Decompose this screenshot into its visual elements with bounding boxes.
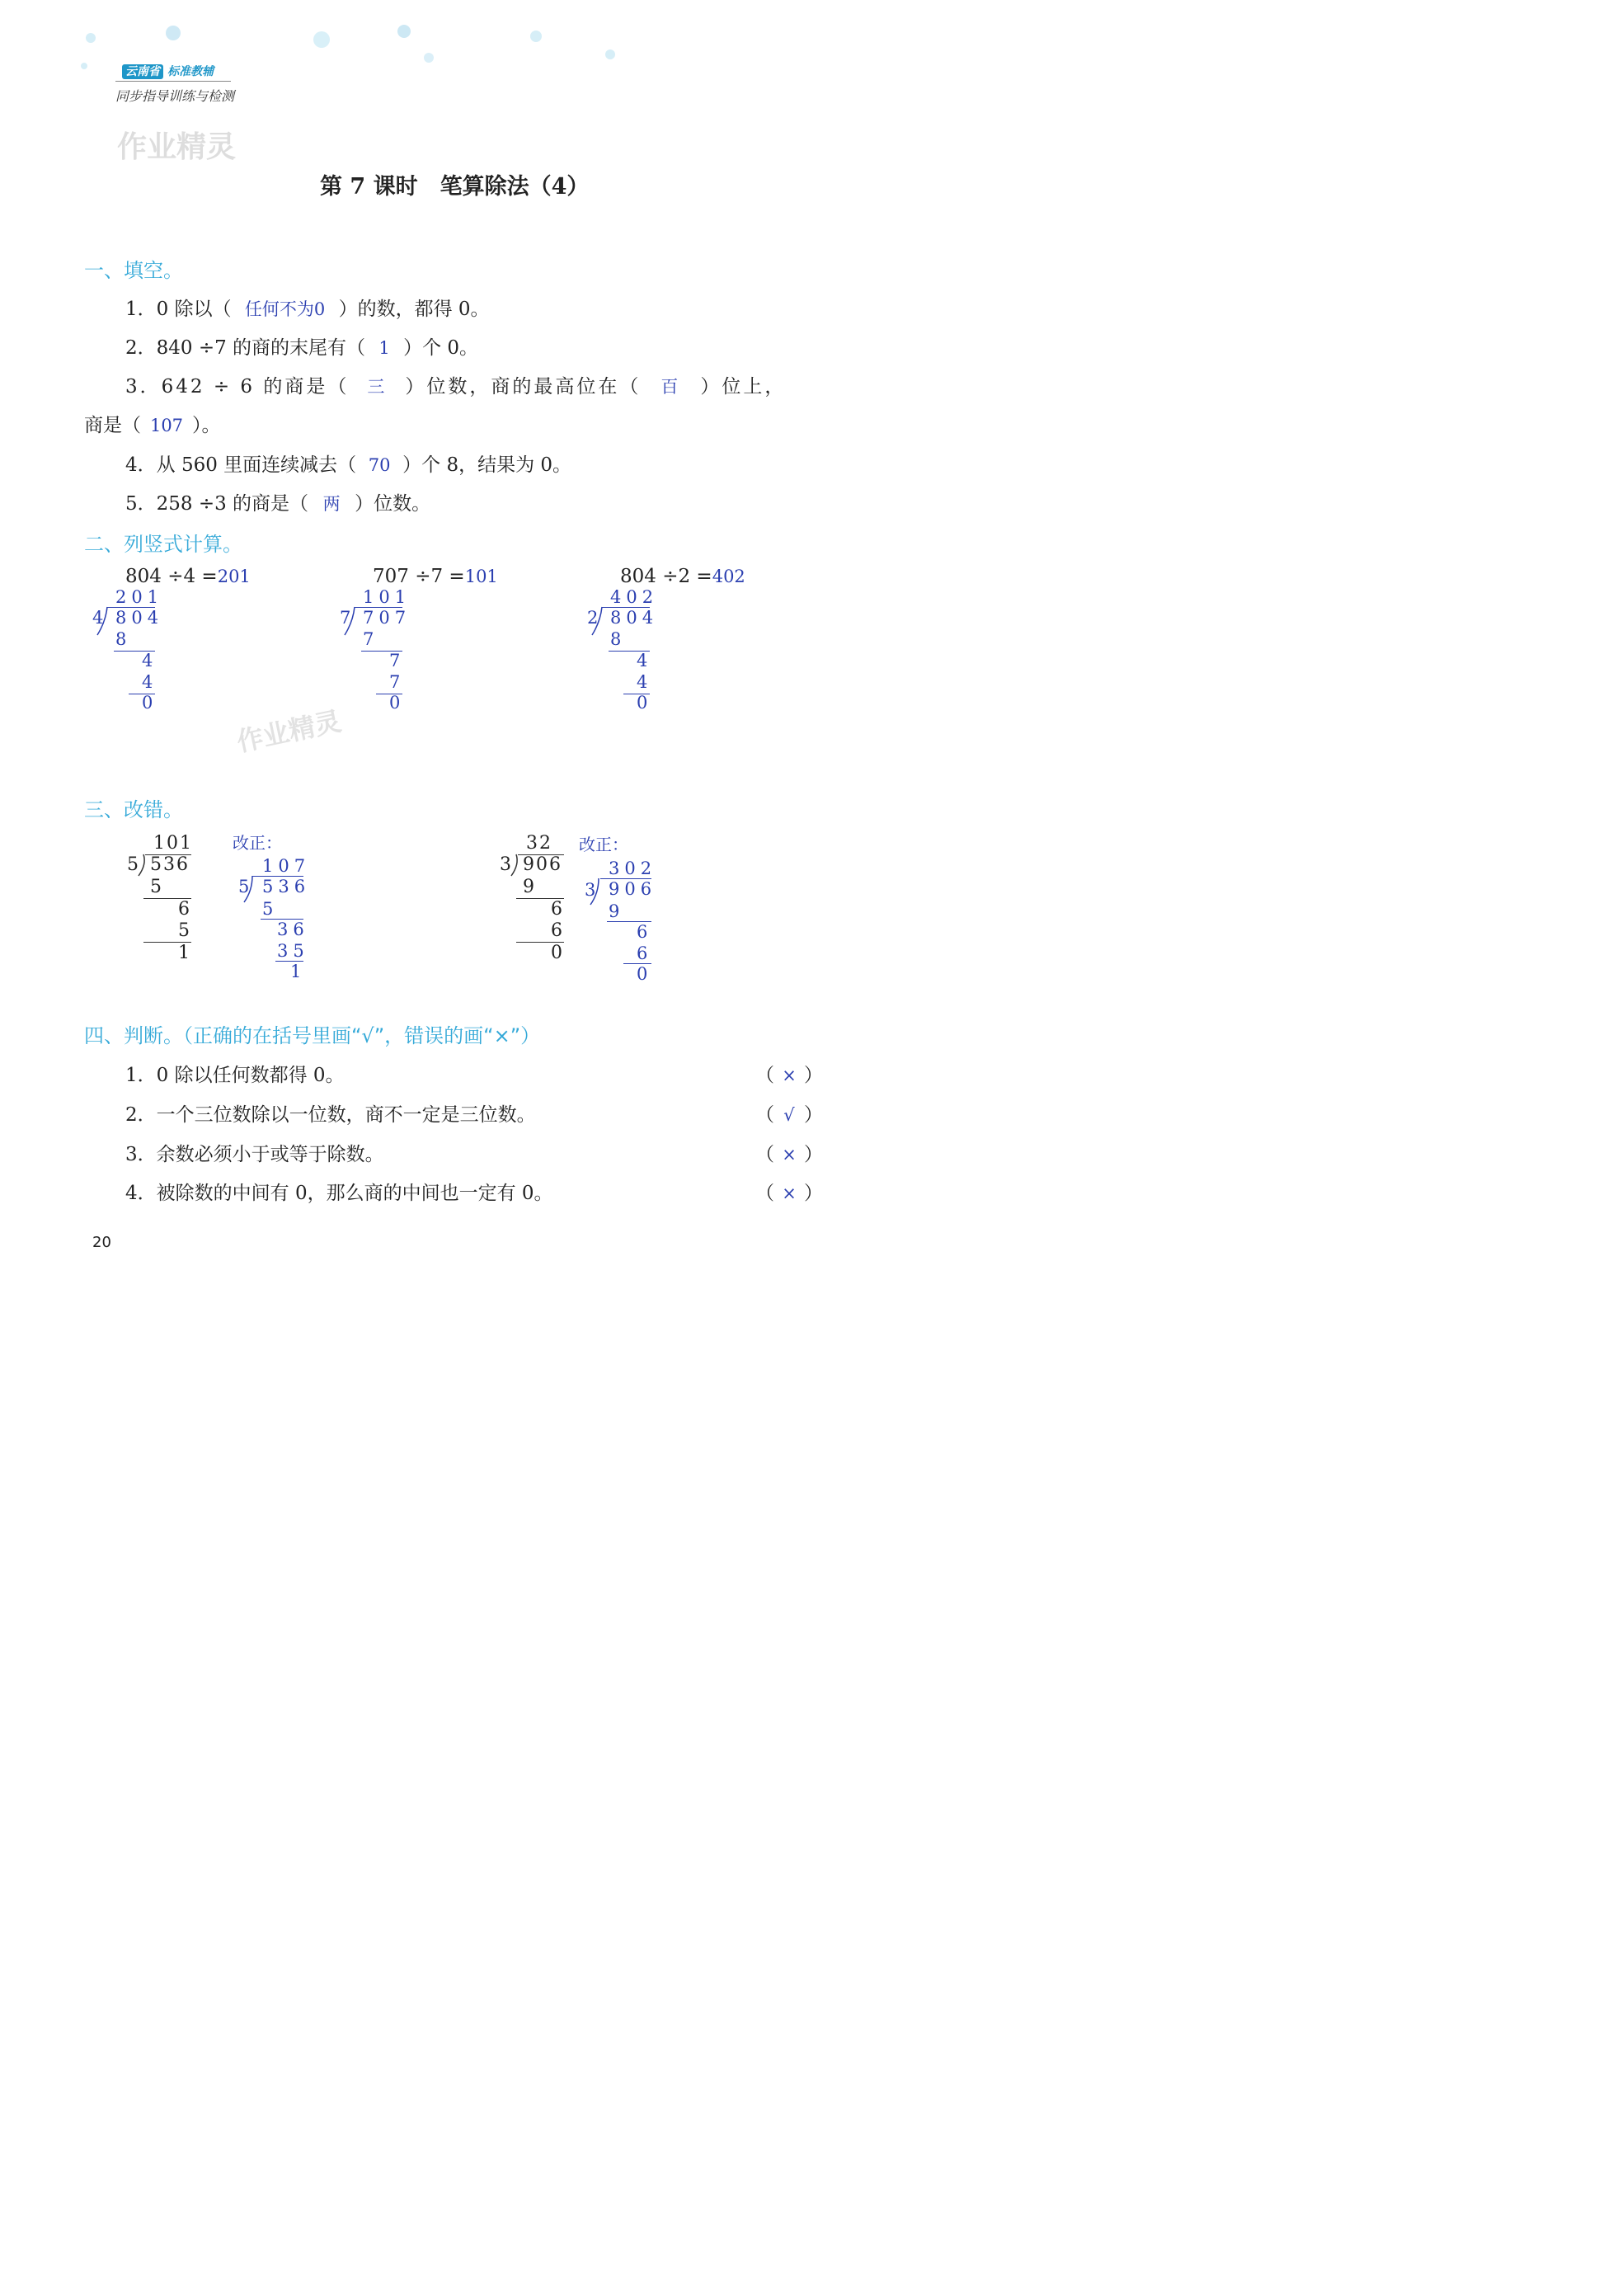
fixed-step4-left: 1 bbox=[290, 962, 307, 981]
calc-dividend-3: 804 bbox=[610, 608, 659, 628]
fill-q1: 1．0 除以（ 任何不为0 ）的数，都得 0。 bbox=[125, 294, 490, 321]
fixed-dividend-right: 906 bbox=[609, 879, 657, 899]
calc-quotient-2: 101 bbox=[363, 587, 411, 607]
calc-step3-2: 7 bbox=[389, 672, 406, 692]
fixed-step2-left: 36 bbox=[277, 920, 309, 939]
calc-divisor-3: 2 bbox=[587, 608, 604, 628]
calc-divisor-2: 7 bbox=[340, 608, 356, 628]
wrong-dividend-left: 536 bbox=[150, 854, 190, 875]
calc-step2-3: 4 bbox=[637, 651, 653, 670]
calc-result-1: 201 bbox=[217, 567, 251, 586]
calc-expr-2: 707 ÷7 =101 bbox=[373, 566, 498, 587]
fill-q3-answer3: 107 bbox=[149, 416, 184, 435]
division-bracket bbox=[341, 605, 358, 638]
fixed-step1-right: 9 bbox=[609, 901, 625, 921]
fill-q3-line2: 商是（ 107 ）。 bbox=[84, 415, 221, 436]
wrong-divisor-right: 3 bbox=[500, 854, 513, 875]
wrong-step3-left: 5 bbox=[178, 920, 191, 941]
division-bracket bbox=[135, 853, 148, 877]
wrong-step2-right: 6 bbox=[551, 899, 564, 920]
brand-underline bbox=[115, 81, 231, 82]
fixed-step3-right: 6 bbox=[637, 943, 653, 963]
calc-step3-3: 4 bbox=[637, 672, 653, 692]
judge-answer-4: （ × ） bbox=[755, 1183, 823, 1204]
fixed-step2-right: 6 bbox=[637, 922, 653, 942]
judge-answer-1: （ × ） bbox=[755, 1065, 823, 1086]
section-judge-heading: 四、判断。（正确的在括号里画“√”，错误的画“×”） bbox=[84, 1024, 541, 1047]
division-bracket bbox=[508, 853, 521, 877]
wrong-step1-right: 9 bbox=[523, 877, 536, 897]
division-bracket bbox=[589, 605, 605, 638]
judge-item-4: 4．被除数的中间有 0，那么商的中间也一定有 0。 bbox=[125, 1183, 553, 1204]
calc-result-2: 101 bbox=[464, 567, 498, 586]
section-calc-heading: 二、列竖式计算。 bbox=[84, 533, 242, 556]
wrong-step4-left: 1 bbox=[178, 943, 191, 963]
header-subtitle: 同步指导训练与检测 bbox=[115, 88, 235, 104]
correction-label-left: 改正： bbox=[233, 833, 282, 853]
fill-q5-answer: 两 bbox=[322, 494, 341, 514]
fixed-step4-right: 0 bbox=[637, 964, 653, 984]
judge-mark-1: × bbox=[782, 1066, 797, 1085]
calc-step1-1: 8 bbox=[115, 629, 132, 649]
wrong-step3-right: 6 bbox=[551, 920, 564, 941]
calc-step2-1: 4 bbox=[142, 651, 158, 670]
brand-name: 标准教辅 bbox=[167, 65, 214, 78]
fill-q2: 2．840 ÷7 的商的末尾有（ 1 ）个 0。 bbox=[125, 337, 479, 359]
page-number: 20 bbox=[92, 1234, 111, 1251]
judge-item-1: 1．0 除以任何数都得 0。 bbox=[125, 1065, 345, 1086]
judge-mark-3: × bbox=[782, 1145, 797, 1164]
wrong-dividend-right: 906 bbox=[523, 854, 562, 875]
judge-answer-3: （ × ） bbox=[755, 1144, 823, 1165]
calc-quotient-1: 201 bbox=[115, 587, 164, 607]
fixed-step1-left: 5 bbox=[262, 899, 279, 919]
fill-q4: 4．从 560 里面连续减去（ 70 ）个 8，结果为 0。 bbox=[125, 454, 572, 476]
section-fill-heading: 一、填空。 bbox=[84, 259, 183, 282]
calc-step4-3: 0 bbox=[637, 693, 653, 713]
fixed-quotient-left: 107 bbox=[262, 856, 311, 876]
judge-item-2: 2．一个三位数除以一位数，商不一定是三位数。 bbox=[125, 1104, 536, 1126]
section-correct-heading: 三、改错。 bbox=[84, 798, 183, 821]
wrong-quotient-left: 101 bbox=[153, 833, 193, 854]
calc-step1-2: 7 bbox=[363, 629, 379, 649]
calc-step2-2: 7 bbox=[389, 651, 406, 670]
calc-dividend-2: 707 bbox=[363, 608, 411, 628]
calc-step1-3: 8 bbox=[610, 629, 627, 649]
wrong-step1-left: 5 bbox=[150, 877, 163, 897]
calc-quotient-3: 402 bbox=[610, 587, 659, 607]
brand-tag: 云南省 bbox=[122, 64, 163, 79]
fixed-quotient-right: 302 bbox=[609, 859, 657, 878]
fill-q1-answer: 任何不为0 bbox=[244, 299, 326, 319]
judge-answer-2: （ √ ） bbox=[755, 1104, 823, 1126]
watermark-middle: 作业精灵 bbox=[233, 705, 344, 758]
correction-label-right: 改正： bbox=[579, 835, 628, 854]
page-title: 第 7 课时 笔算除法（4） bbox=[320, 174, 590, 200]
calc-step4-1: 0 bbox=[142, 693, 158, 713]
watermark-top: 作业精灵 bbox=[117, 130, 237, 164]
judge-item-3: 3．余数必须小于或等于除数。 bbox=[125, 1144, 384, 1165]
brand-logo bbox=[122, 63, 214, 79]
calc-step4-2: 0 bbox=[389, 693, 406, 713]
wrong-step2-left: 6 bbox=[178, 899, 191, 920]
fill-q3-answer2: 百 bbox=[660, 377, 681, 397]
calc-result-3: 402 bbox=[712, 567, 745, 586]
fill-q4-answer: 70 bbox=[368, 455, 391, 475]
wrong-quotient-right: 32 bbox=[526, 833, 552, 854]
fixed-dividend-left: 536 bbox=[262, 877, 311, 896]
calc-divisor-1: 4 bbox=[92, 608, 109, 628]
fill-q5: 5．258 ÷3 的商是（ 两 ）位数。 bbox=[125, 488, 430, 515]
wrong-divisor-left: 5 bbox=[127, 854, 140, 875]
calc-expr-3: 804 ÷2 =402 bbox=[620, 566, 745, 587]
fixed-divisor-right: 3 bbox=[585, 880, 601, 900]
fixed-step3-left: 35 bbox=[277, 941, 309, 961]
calc-expr-1: 804 ÷4 =201 bbox=[125, 566, 251, 587]
division-bracket bbox=[94, 605, 110, 638]
fill-q3-answer1: 三 bbox=[367, 377, 388, 397]
division-bracket bbox=[587, 877, 602, 908]
fill-q3-line1: 3．642 ÷ 6 的商是（ 三 ）位数，商的最高位在（ 百 ）位上， bbox=[125, 371, 786, 398]
fixed-divisor-left: 5 bbox=[238, 877, 255, 896]
judge-mark-2: √ bbox=[783, 1105, 795, 1125]
division-bracket bbox=[241, 874, 256, 906]
calc-step3-1: 4 bbox=[142, 672, 158, 692]
judge-mark-4: × bbox=[782, 1183, 797, 1203]
wrong-step4-right: 0 bbox=[551, 943, 564, 963]
fill-q2-answer: 1 bbox=[378, 338, 390, 358]
calc-dividend-1: 804 bbox=[115, 608, 164, 628]
